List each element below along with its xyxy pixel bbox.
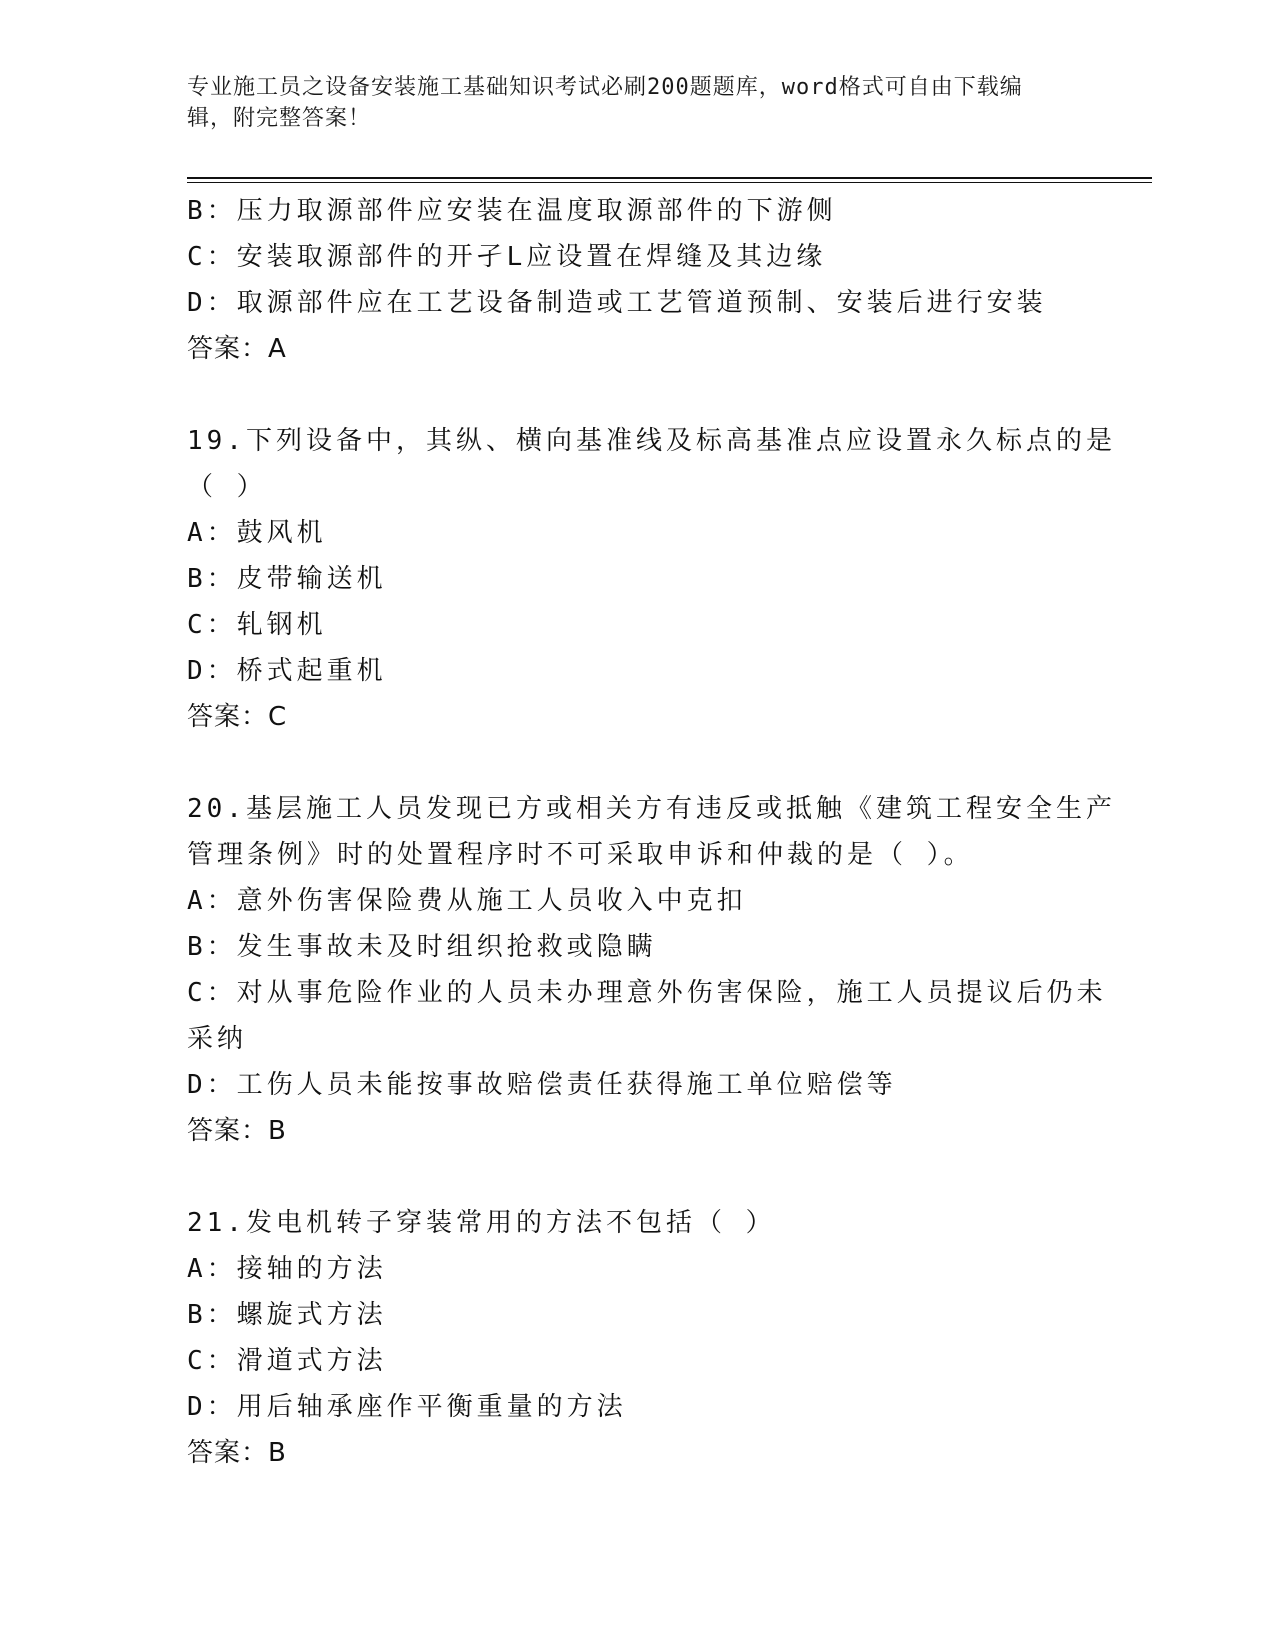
option-d: D：工伤人员未能按事故赔偿责任获得施工单位赔偿等	[187, 1070, 897, 1100]
option-c: C：滑道式方法	[187, 1346, 387, 1376]
option-a: A：鼓风机	[187, 518, 327, 548]
option-b: B：发生事故未及时组织抢救或隐瞒	[187, 932, 657, 962]
answer-line: 答案：B	[187, 1116, 287, 1146]
option-d: D：用后轴承座作平衡重量的方法	[187, 1392, 627, 1422]
question-21-stem: 21.发电机转子穿装常用的方法不包括（ ）	[187, 1208, 776, 1238]
question-20-stem: 20.基层施工人员发现已方或相关方有违反或抵触《建筑工程安全生产	[187, 794, 1116, 824]
option-d: D：取源部件应在工艺设备制造或工艺管道预制、安装后进行安装	[187, 288, 1047, 318]
question-19-stem: 19.下列设备中，其纵、横向基准线及标高基准点应设置永久标点的是	[187, 426, 1116, 456]
spacer	[187, 372, 1087, 418]
spacer	[187, 740, 1087, 786]
answer-line: 答案：A	[187, 334, 287, 364]
header-rule-thick	[187, 177, 1152, 179]
answer-line: 答案：C	[187, 702, 288, 732]
option-c-cont: 采纳	[187, 1024, 248, 1054]
option-d: D：桥式起重机	[187, 656, 387, 686]
option-b: B：螺旋式方法	[187, 1300, 387, 1330]
option-c: C：安装取源部件的开孑L应设置在焊缝及其边缘	[187, 242, 827, 272]
option-c: C：对从事危险作业的人员未办理意外伤害保险，施工人员提议后仍未	[187, 978, 1107, 1008]
question-content	[187, 188, 1116, 1476]
question-20-stem-cont: 管理条例》时的处置程序时不可采取申诉和仲裁的是（ ）。	[187, 840, 974, 870]
option-a: A：接轴的方法	[187, 1254, 387, 1284]
option-b: B：皮带输送机	[187, 564, 387, 594]
answer-line: 答案：B	[187, 1438, 287, 1468]
option-a: A：意外伤害保险费从施工人员收入中克扣	[187, 886, 747, 916]
spacer	[187, 1154, 1087, 1200]
document-header: 专业施工员之设备安装施工基础知识考试必刷200题题库，word格式可自由下载编辑，附完整答案！	[187, 75, 1023, 131]
option-c: C：轧钢机	[187, 610, 327, 640]
header-rule-thin	[187, 182, 1152, 183]
question-19-stem-cont: （ ）	[187, 472, 267, 502]
option-b: B：压力取源部件应安装在温度取源部件的下游侧	[187, 196, 837, 226]
